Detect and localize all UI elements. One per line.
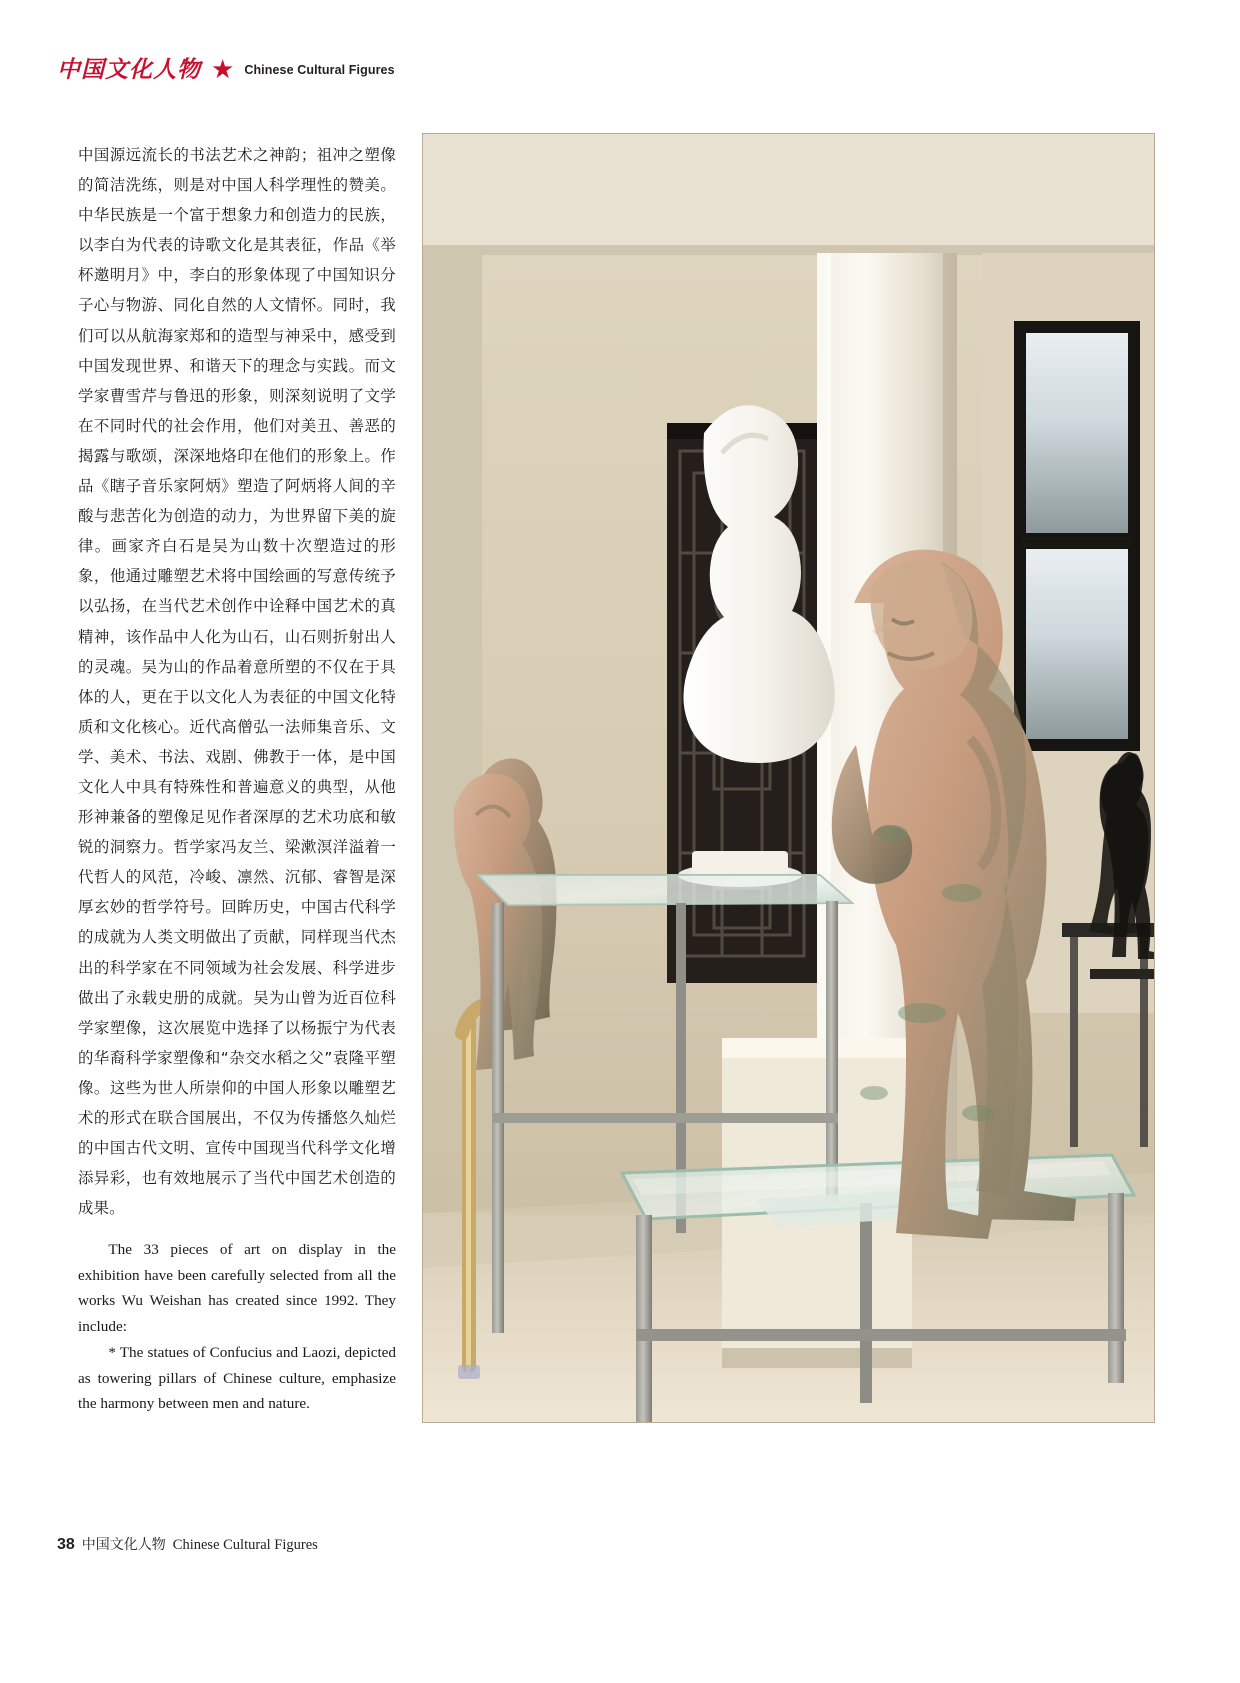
gallery-photograph [422,133,1155,1423]
masthead-english-title: Chinese Cultural Figures [244,63,395,77]
article-paragraph-english-2: * The statues of Confucius and Laozi, depicted as towering pillars of Chinese culture, emphasize the harmony between men and nature. [78,1344,396,1413]
footer-chinese-title: 中国文化人物 [81,1537,166,1553]
masthead-chinese-title: 中国文化人物 [57,56,201,83]
masthead [57,57,395,83]
article-text-column [78,140,396,1417]
article-paragraph-english-1: The 33 pieces of art on display in the exhibition have been carefully selected from all the works Wu Weishan has created since 1992. They include: [78,1241,396,1335]
page-footer [57,1534,318,1554]
star-icon: ★ [211,55,235,84]
photo-illustration [422,133,1155,1423]
article-paragraph-chinese: 中国源远流长的书法艺术之神韵；祖冲之塑像的简洁洗练，则是对中国人科学理性的赞美。中华民族是一个富于想象力和创造力的民族，以李白为代表的诗歌文化是其表征，作品《举杯邀明月》中，李白的形象体现了中国知识分子心与物游、同化自然的人文情怀。同时，我们可以从航海家郑和的造型与神采中，感受到中国发现世界、和谐天下的理念与实践。而文学家曹雪芹与鲁迅的形象，则深刻说明了文学在不同时代的社会作用，他们对美丑、善恶的揭露与歌颂，深深地烙印在他们的形象上。作品《瞎子音乐家阿炳》塑造了阿炳将人间的辛酸与悲苦化为创造的动力，为世界留下美的旋律。画家齐白石是吴为山数十次塑造过的形象，他通过雕塑艺术将中国绘画的写意传统予以弘扬，在当代艺术创作中诠释中国艺术的真精神，该作品中人化为山石，山石则折射出人的灵魂。吴为山的作品着意所塑的不仅在于具体的人，更在于以文化人为表征的中国文化特质和文化核心。近代高僧弘一法师集音乐、文学、美术、书法、戏剧、佛教于一体，是中国文化人中具有特殊性和普遍意义的典型，从他形神兼备的塑像足见作者深厚的艺术功底和敏锐的洞察力。哲学家冯友兰、梁漱溟洋溢着一代哲人的风范，冷峻、凛然、沉郁、睿智是深厚玄妙的哲学符号。回眸历史，中国古代科学的成就为人类文明做出了贡献，同样现当代杰出的科学家在不同领域为社会发展、科学进步做出了永载史册的成就。吴为山曾为近百位科学家塑像，这次展览中选择了以杨振宁为代表的华裔科学家塑像和“杂交水稻之父”袁隆平塑像。这些为世人所崇仰的中国人形象以雕塑艺术的形式在联合国展出，不仅为传播悠久灿烂的中国古代文明、宣传中国现当代科学文化增添异彩，也有效地展示了当代中国艺术创造的成果。 [78,146,396,1218]
footer-english-title: Chinese Cultural Figures [172,1537,318,1553]
page-number: 38 [57,1536,75,1553]
